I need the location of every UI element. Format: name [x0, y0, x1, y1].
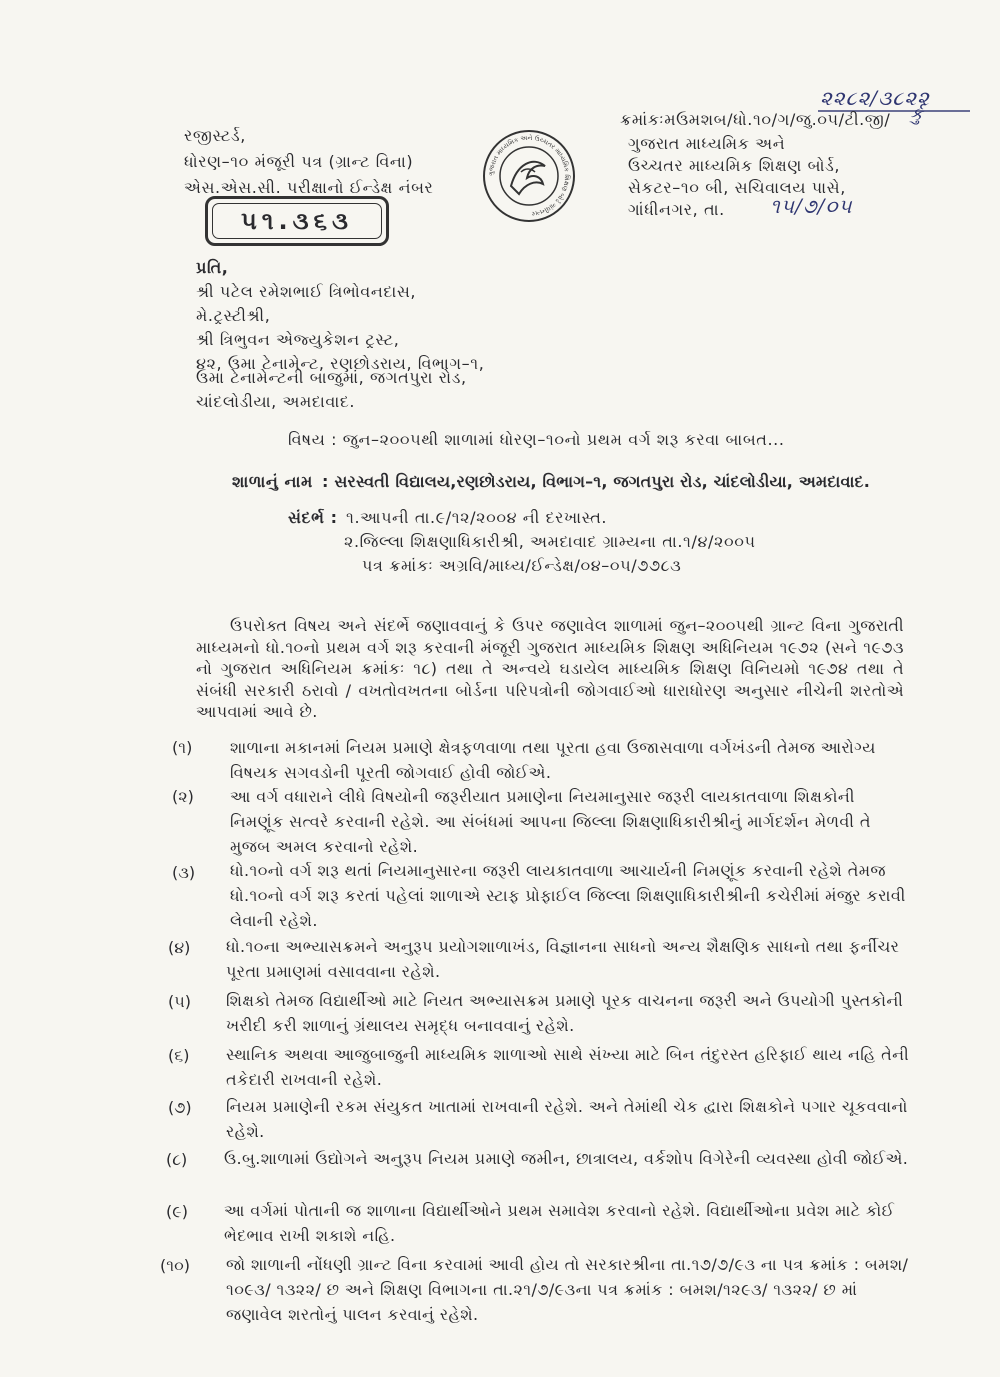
index-number-box [205, 196, 389, 246]
handwritten-number: ૨૨૮૨/૩૮૨૨ [820, 86, 930, 110]
condition-text-10: જો શાળાની નોંધણી ગ્રાન્ટ વિના કરવામાં આવી હોય તો સરકારશ્રીના તા.૧૭/૭/૯૩ ના પત્ર ક્રમાંક : બમશ/ ૧૦૯૩/ ૧૩૨૨/ છ અને શિક્ષણ વિભાગના તા.૨૧/૭/૯૩ના પત્ર ક્રમાંક : બમશ/૧૨૯૩/ ૧૩૨૨/ છ માં જણાવેલ શરતોનું પાલન કરવાનું રહેશે. [226, 1255, 909, 1324]
condition-number-7: (૭) [168, 1098, 192, 1117]
date-value: ૧૫/૭/૦૫ [770, 194, 853, 218]
condition-text-6: સ્થાનિક અથવા આજુબાજુની માધ્યમિક શાળાઓ સાથે સંખ્યા માટે બિન તંદુરસ્ત હરિફાઈ થાય નહિ તેની તકેદારી રાખવાની રહેશે. [226, 1045, 910, 1089]
recipient-designation: મે.ટ્રસ્ટીશ્રી, [196, 306, 271, 325]
board-seal-logo [481, 128, 577, 224]
condition-number-3: (૩) [172, 863, 196, 882]
condition-text-9: આ વર્ગમાં પોતાની જ શાળાના વિદ્યાર્થીઓને પ્રથમ સમાવેશ કરવાનો રહેશે. વિદ્યાર્થીઓના પ્રવેશ માટે કોઈ ભેદભાવ રાખી શકાશે નહિ. [224, 1201, 895, 1245]
school-name-label: શાળાનું નામ [232, 472, 313, 491]
condition-text-3: ધો.૧૦નો વર્ગ શરૂ થતાં નિયમાનુસારના જરૂરી લાયકાતવાળા આચાર્યની નિમણૂંક કરવાની રહેશે તેમજ ધો.૧૦નો વર્ગ શરૂ કરતાં પહેલાં શાળાએ સ્ટાફ પ્રોફાઈલ જિલ્લા શિક્ષણાધિકારીશ્રીની કચેરીમાં મંજુર કરાવી લેવાની રહેશે. [230, 861, 906, 930]
recipient-address-3: ચાંદલોડીયા, અમદાવાદ. [196, 392, 356, 411]
condition-text-7: નિયમ પ્રમાણેની રકમ સંયુકત ખાતામાં રાખવાની રહેશે. અને તેમાંથી ચેક દ્વારા શિક્ષકોને પગાર ચૂકવવાનો રહેશે. [226, 1097, 908, 1141]
condition-number-5: (૫) [168, 992, 191, 1011]
condition-number-8: (૮) [166, 1150, 188, 1169]
condition-number-10: (૧૦) [160, 1256, 190, 1275]
condition-text-1: શાળાના મકાનમાં નિયમ પ્રમાણે ક્ષેત્રફળવાળા તથા પૂરતા હવા ઉજાસવાળા વર્ગખંડની તેમજ આરોગ્ય વિષયક સગવડોની પૂરતી જોગવાઈ હોવી જોઈએ. [230, 738, 876, 782]
reference-number-handwritten-mark: ર્કુ [910, 104, 924, 125]
board-name-line-2: ઉચ્ચતર માધ્યમિક શિક્ષણ બોર્ડ, [628, 156, 841, 175]
condition-number-6: (૬) [168, 1046, 190, 1065]
reference-number: ક્રમાંકઃમઉમશબ/ધો.૧૦/ગ/જુ.૦૫/ટી.જી/ [620, 110, 891, 129]
seal-text: ગુજરાત માધ્યમિક અને ઉચ્ચતર માધ્યમિક શિક્ષણ બોર્ડ ગાંધીનગર [486, 133, 572, 218]
board-address-line: સેકટર–૧૦ બી, સચિવાલય પાસે, [628, 178, 846, 197]
date-label: ગાંધીનગર, તા. [628, 200, 725, 219]
condition-text-2: આ વર્ગ વધારાને લીધે વિષયોની જરૂરીયાત પ્રમાણેના નિયમાનુસાર જરૂરી લાયકાતવાળા શિક્ષકોની નિમણૂંક સત્વરે કરવાની રહેશે. આ સંબંધમાં આપના જિલ્લા શિક્ષણાધિકારીશ્રીનું માર્ગદર્શન મેળવી તે મુજબ અમલ કરવાનો રહેશે. [230, 787, 871, 856]
intro-paragraph: ઉપરોક્ત વિષય અને સંદર્ભે જણાવવાનું કે ઉપર જણાવેલ શાળામાં જુન–૨૦૦૫થી ગ્રાન્ટ વિના ગુજરાતી માધ્યમનો ધો.૧૦નો પ્રથમ વર્ગ શરૂ કરવાની મંજૂરી ગુજરાત માધ્યમિક શિક્ષણ અધિનિયમ ૧૯૭૨ (સને ૧૯૭૩ નો ગુજરાત અધિનિયમ ક્રમાંકઃ ૧૮) તથા તે અન્વયે ઘડાયેલ માધ્યમિક શિક્ષણ વિનિયમો ૧૯૭૪ તથા તે સંબંધી સરકારી ઠરાવો / વખતોવખતના બોર્ડના પરિપત્રોની જોગવાઈઓ ધારાધોરણ અનુસાર નીચેની શરતોએ આપવામાં આવે છે. [196, 616, 904, 721]
recipient-address-1: ૪૨, ઉમા ટેનામેન્ટ, રણછોડરાય, વિભાગ–૧, [196, 354, 485, 373]
index-number: ૫૧.૩૬૩ [240, 207, 354, 235]
school-name-value: : સરસ્વતી વિદ્યાલય,રણછોડરાય, વિભાગ–૧, જગતપુરા રોડ, ચાંદલોડીયા, અમદાવાદ. [322, 472, 870, 491]
reference-label: સંદર્ભ : [288, 508, 338, 527]
condition-text-8: ઉ.બુ.શાળામાં ઉદ્યોગને અનુરૂપ નિયમ પ્રમાણે જમીન, છાત્રાલય, વર્કશોપ વિગેરેની વ્યવસ્થા હોવી જોઈએ. [224, 1149, 909, 1168]
condition-number-4: (૪) [168, 938, 191, 957]
condition-text-4: ધો.૧૦ના અભ્યાસક્રમને અનુરૂપ પ્રયોગશાળાખંડ, વિજ્ઞાનના સાધનો અન્ય શૈક્ષણિક સાધનો તથા ફર્નીચર પૂરતા પ્રમાણમાં વસાવવાના રહેશે. [226, 937, 900, 981]
reference-item-2: ૨.જિલ્લા શિક્ષણાધિકારીશ્રી, અમદાવાદ ગ્રામ્યના તા.૧/૪/૨૦૦૫ [344, 532, 756, 551]
board-name-line-1: ગુજરાત માધ્યમિક અને [628, 134, 786, 153]
recipient-salutation: પ્રતિ, [196, 258, 229, 277]
condition-text-5: શિક્ષકો તેમજ વિદ્યાર્થીઓ માટે નિયત અભ્યાસક્રમ પ્રમાણે પૂરક વાચનના જરૂરી અને ઉપયોગી પુસ્તકોની ખરીદી કરી શાળાનું ગ્રંથાલય સમૃદ્ધ બનાવવાનું રહેશે. [226, 991, 904, 1035]
header-left-line-3: એસ.એસ.સી. પરીક્ષાનો ઈન્ડેક્ષ નંબર [184, 178, 434, 197]
header-left-line-2: ધોરણ–૧૦ મંજૂરી પત્ર (ગ્રાન્ટ વિના) [184, 152, 414, 171]
reference-item-3: પત્ર ક્રમાંકઃ અગ્રવિ/માધ્ય/ઈન્ડેક્ષ/૦૪–૦૫/૭૭૮૩ [362, 556, 682, 575]
recipient-address-2: ઉમા ટેનામેન્ટની બાજુમાં, જગતપુરા રોડ, [196, 368, 467, 387]
subject-line: વિષય : જુન–૨૦૦૫થી શાળામાં ધોરણ–૧૦નો પ્રથમ વર્ગ શરૂ કરવા બાબત... [288, 430, 785, 449]
recipient-name: શ્રી પટેલ રમેશભાઈ ત્રિભોવનદાસ, [196, 282, 417, 301]
condition-number-9: (૯) [166, 1202, 188, 1221]
condition-number-2: (૨) [172, 787, 194, 806]
reference-item-1: ૧.આપની તા.૯/૧૨/૨૦૦૪ ની દરખાસ્ત. [346, 508, 608, 527]
recipient-trust: શ્રી ત્રિભુવન એજ્યુકેશન ટ્રસ્ટ, [196, 330, 400, 349]
header-left-line-1: રજીસ્ટર્ડ, [184, 126, 246, 145]
condition-number-1: (૧) [172, 738, 193, 757]
